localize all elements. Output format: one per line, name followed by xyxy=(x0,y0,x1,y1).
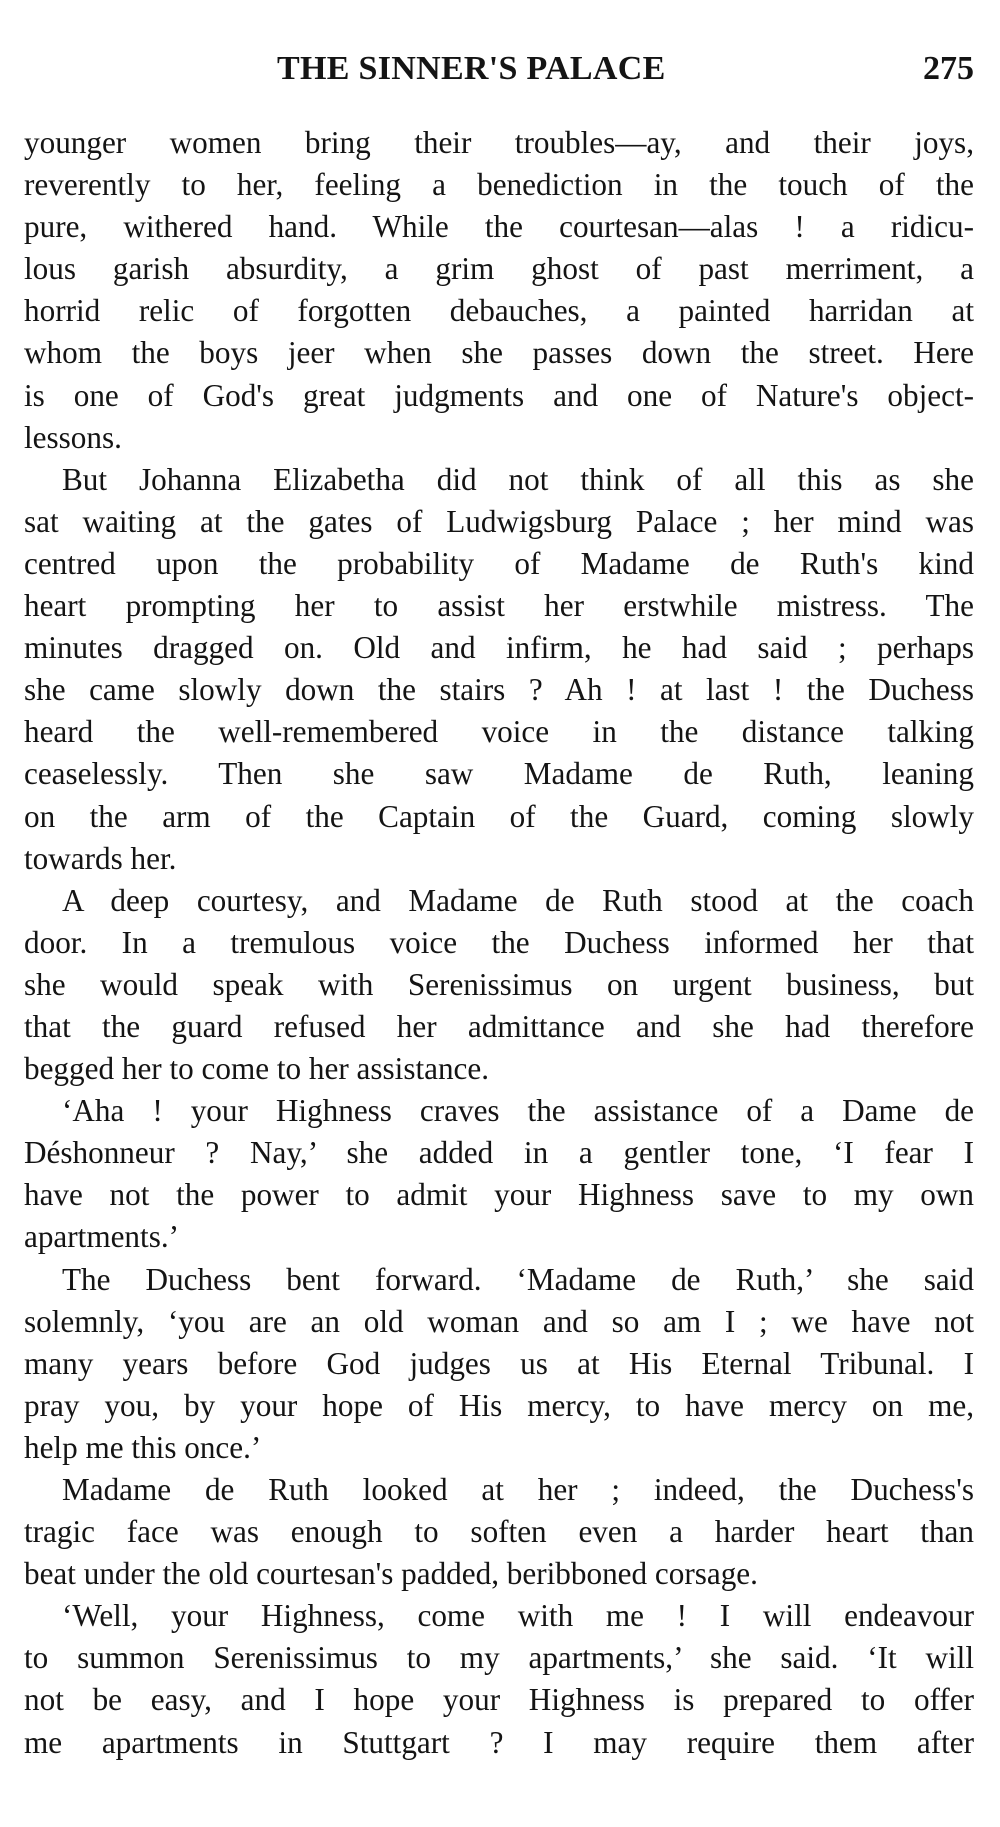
text-line: lessons. xyxy=(24,419,122,455)
text-line: have not the power to admit your Highness save to my own xyxy=(24,1177,974,1213)
text-line: me apartments in Stuttgart ? I may require them after xyxy=(24,1724,974,1760)
text-line: solemnly, ‘you are an old woman and so am I ; we have not xyxy=(24,1303,974,1339)
text-line: sat waiting at the gates of Ludwigsburg Palace ; her mind was xyxy=(24,503,974,539)
paragraph xyxy=(24,1469,974,1595)
text-line: The Duchess bent forward. ‘Madame de Ruth,’ she said xyxy=(62,1261,974,1297)
text-line: is one of God's great judgments and one of Nature's object- xyxy=(24,377,974,413)
text-line: But Johanna Elizabetha did not think of all this as she xyxy=(62,461,974,497)
text-line: help me this once.’ xyxy=(24,1429,262,1465)
body-text xyxy=(24,122,974,1764)
text-line: many years before God judges us at His Eternal Tribunal. I xyxy=(24,1345,974,1381)
paragraph xyxy=(24,459,974,880)
text-line: not be easy, and I hope your Highness is prepared to offer xyxy=(24,1682,974,1718)
text-line: pure, withered hand. While the courtesan—alas ! a ridicu- xyxy=(24,209,974,245)
text-line: lous garish absurdity, a grim ghost of past merriment, a xyxy=(24,251,974,287)
text-line: apartments.’ xyxy=(24,1219,180,1255)
book-page xyxy=(24,50,974,1764)
paragraph xyxy=(24,1259,974,1469)
text-line: begged her to come to her assistance. xyxy=(24,1051,490,1087)
running-head xyxy=(24,50,974,100)
text-line: heard the well-remembered voice in the distance talking xyxy=(24,714,974,750)
text-line: whom the boys jeer when she passes down the street. Here xyxy=(24,335,974,371)
text-line: heart prompting her to assist her erstwhile mistress. The xyxy=(24,588,974,624)
text-line: ‘Well, your Highness, come with me ! I will endeavour xyxy=(62,1598,974,1634)
text-line: horrid relic of forgotten debauches, a painted harridan at xyxy=(24,293,974,329)
text-line: she came slowly down the stairs ? Ah ! at last ! the Duchess xyxy=(24,672,974,708)
paragraph xyxy=(24,1595,974,1763)
paragraph xyxy=(24,122,974,459)
text-line: on the arm of the Captain of the Guard, coming slowly xyxy=(24,798,974,834)
text-line: pray you, by your hope of His mercy, to have mercy on me, xyxy=(24,1387,974,1423)
text-line: beat under the old courtesan's padded, beribboned corsage. xyxy=(24,1556,758,1592)
text-line: Madame de Ruth looked at her ; indeed, the Duchess's xyxy=(62,1472,974,1507)
text-line: tragic face was enough to soften even a harder heart than xyxy=(24,1514,974,1550)
text-line: to summon Serenissimus to my apartments,’ she said. ‘It will xyxy=(24,1640,974,1676)
text-line: door. In a tremulous voice the Duchess informed her that xyxy=(24,924,974,960)
paragraph xyxy=(24,880,974,1090)
text-line: younger women bring their troubles—ay, and their joys, xyxy=(24,125,974,160)
text-line: towards her. xyxy=(24,840,177,876)
text-line: minutes dragged on. Old and infirm, he had said ; perhaps xyxy=(24,630,974,666)
text-line: Déshonneur ? Nay,’ she added in a gentler tone, ‘I fear I xyxy=(24,1135,974,1171)
running-title: THE SINNER'S PALACE xyxy=(277,50,666,87)
text-line: reverently to her, feeling a benediction in the touch of the xyxy=(24,167,974,203)
text-line: ceaselessly. Then she saw Madame de Ruth, leaning xyxy=(24,756,974,792)
text-line: she would speak with Serenissimus on urgent business, but xyxy=(24,966,974,1002)
text-line: that the guard refused her admittance and she had therefore xyxy=(24,1008,974,1044)
paragraph xyxy=(24,1090,974,1258)
text-line: ‘Aha ! your Highness craves the assistance of a Dame de xyxy=(62,1093,974,1129)
text-line: A deep courtesy, and Madame de Ruth stood at the coach xyxy=(62,882,974,918)
text-line: centred upon the probability of Madame de Ruth's kind xyxy=(24,545,974,581)
page-number: 275 xyxy=(923,50,974,87)
